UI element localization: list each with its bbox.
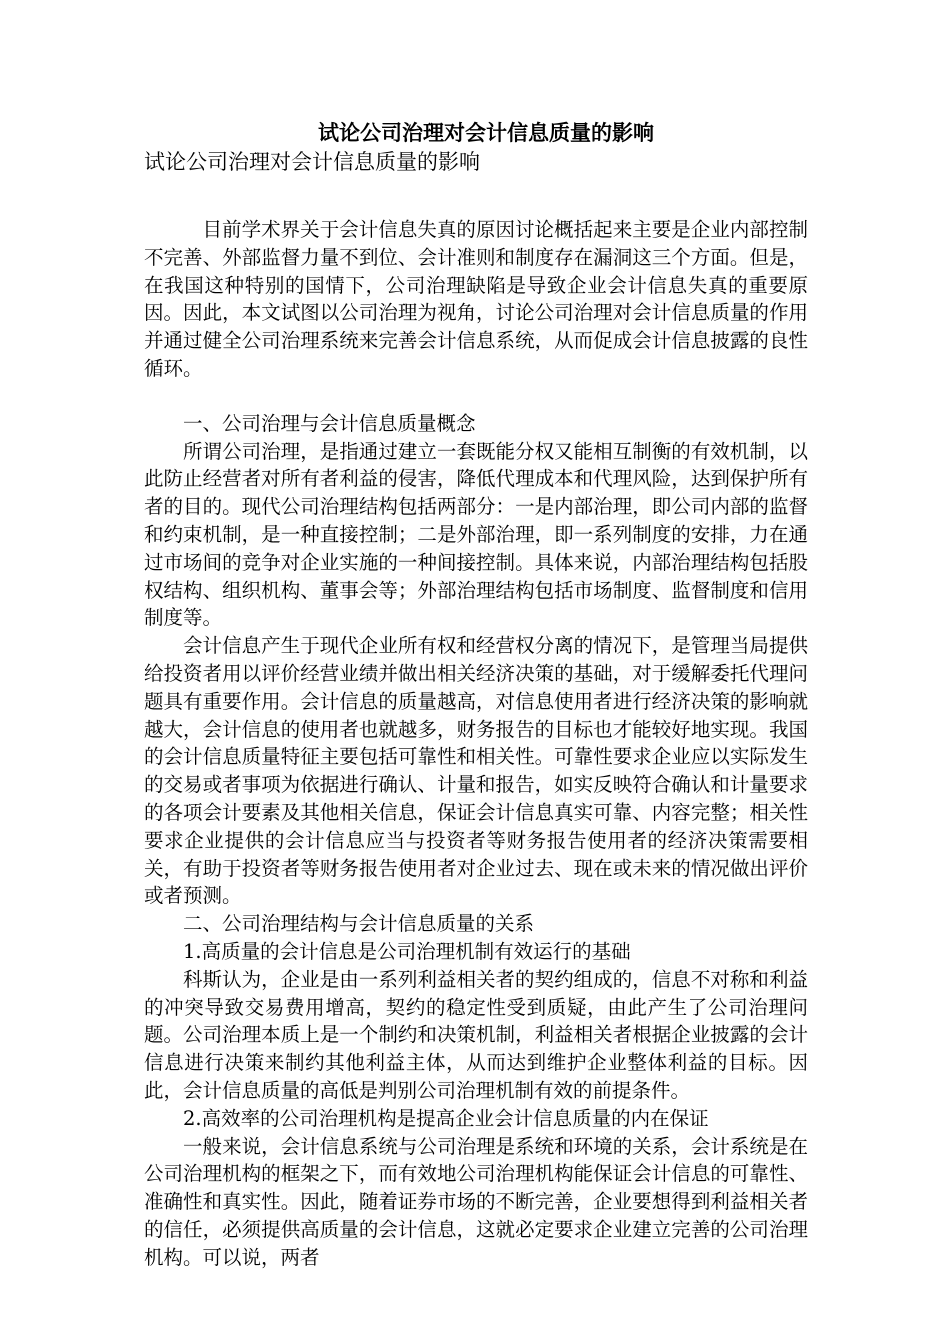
blank-line: [144, 383, 808, 410]
section-2-heading: 二、公司治理结构与会计信息质量的关系: [183, 912, 535, 936]
subsection-2-heading: 2.高效率的公司治理机构是提高企业会计信息质量的内在保证: [183, 1106, 709, 1130]
section-1-heading: 一、公司治理与会计信息质量概念: [183, 411, 476, 435]
subsection-1-heading: 1.高质量的会计信息是公司治理机制有效运行的基础: [183, 939, 631, 963]
blank-line: [144, 176, 808, 216]
intro-paragraph: 目前学术界关于会计信息失真的原因讨论概括起来主要是企业内部控制不完善、外部监督力量不到位、会计准则和制度存在漏洞这三个方面。但是，在我国这种特别的国情下，公司治理缺陷是导致企业会计信息失真的重要原因。因此，本文试图以公司治理为视角，讨论公司治理对会计信息质量的作用并通过健全公司治理系统来完善会计信息系统，从而促成会计信息披露的良性循环。: [144, 218, 808, 380]
section-1-paragraph-1: 所谓公司治理，是指通过建立一套既能分权又能相互制衡的有效机制，以此防止经营者对所有者利益的侵害，降低代理成本和代理风险，达到保护所有者的目的。现代公司治理结构包括两部分：一是内部治理，即公司内部的监督和约束机制，是一种直接控制；二是外部治理，即一系列制度的安排，力在通过市场间的竞争对企业实施的一种间接控制。具体来说，内部治理结构包括股权结构、组织机构、董事会等；外部治理结构包括市场制度、监督制度和信用制度等。: [144, 439, 808, 630]
document-subtitle: 试论公司治理对会计信息质量的影响: [144, 150, 480, 174]
document-title: 试论公司治理对会计信息质量的影响: [318, 121, 654, 145]
document-body: [144, 118, 808, 1271]
section-1-paragraph-2: 会计信息产生于现代企业所有权和经营权分离的情况下，是管理当局提供给投资者用以评价经营业绩并做出相关经济决策的基础，对于缓解委托代理问题具有重要作用。会计信息的质量越高，对信息使用者进行经济决策的影响就越大，会计信息的使用者也就越多，财务报告的目标也才能较好地实现。我国的会计信息质量特征主要包括可靠性和相关性。可靠性要求企业应以实际发生的交易或者事项为依据进行确认、计量和报告，如实反映符合确认和计量要求的各项会计要素及其他相关信息，保证会计信息真实可靠、内容完整；相关性要求企业提供的会计信息应当与投资者等财务报告使用者的经济决策需要相关，有助于投资者等财务报告使用者对企业过去、现在或未来的情况做出评价或者预测。: [144, 634, 808, 908]
subsection-1-paragraph: 科斯认为，企业是由一系列利益相关者的契约组成的，信息不对称和利益的冲突导致交易费用增高，契约的稳定性受到质疑，由此产生了公司治理问题。公司治理本质上是一个制约和决策机制，利益相关者根据企业披露的会计信息进行决策来制约其他利益主体，从而达到维护企业整体利益的目标。因此，会计信息质量的高低是判别公司治理机制有效的前提条件。: [144, 967, 808, 1102]
subsection-2-paragraph: 一般来说，会计信息系统与公司治理是系统和环境的关系，会计系统是在公司治理机构的框架之下，而有效地公司治理机构能保证会计信息的可靠性、准确性和真实性。因此，随着证券市场的不断完善，企业要想得到利益相关者的信任，必须提供高质量的会计信息，这就必定要求企业建立完善的公司治理机构。可以说，两者: [144, 1134, 808, 1269]
